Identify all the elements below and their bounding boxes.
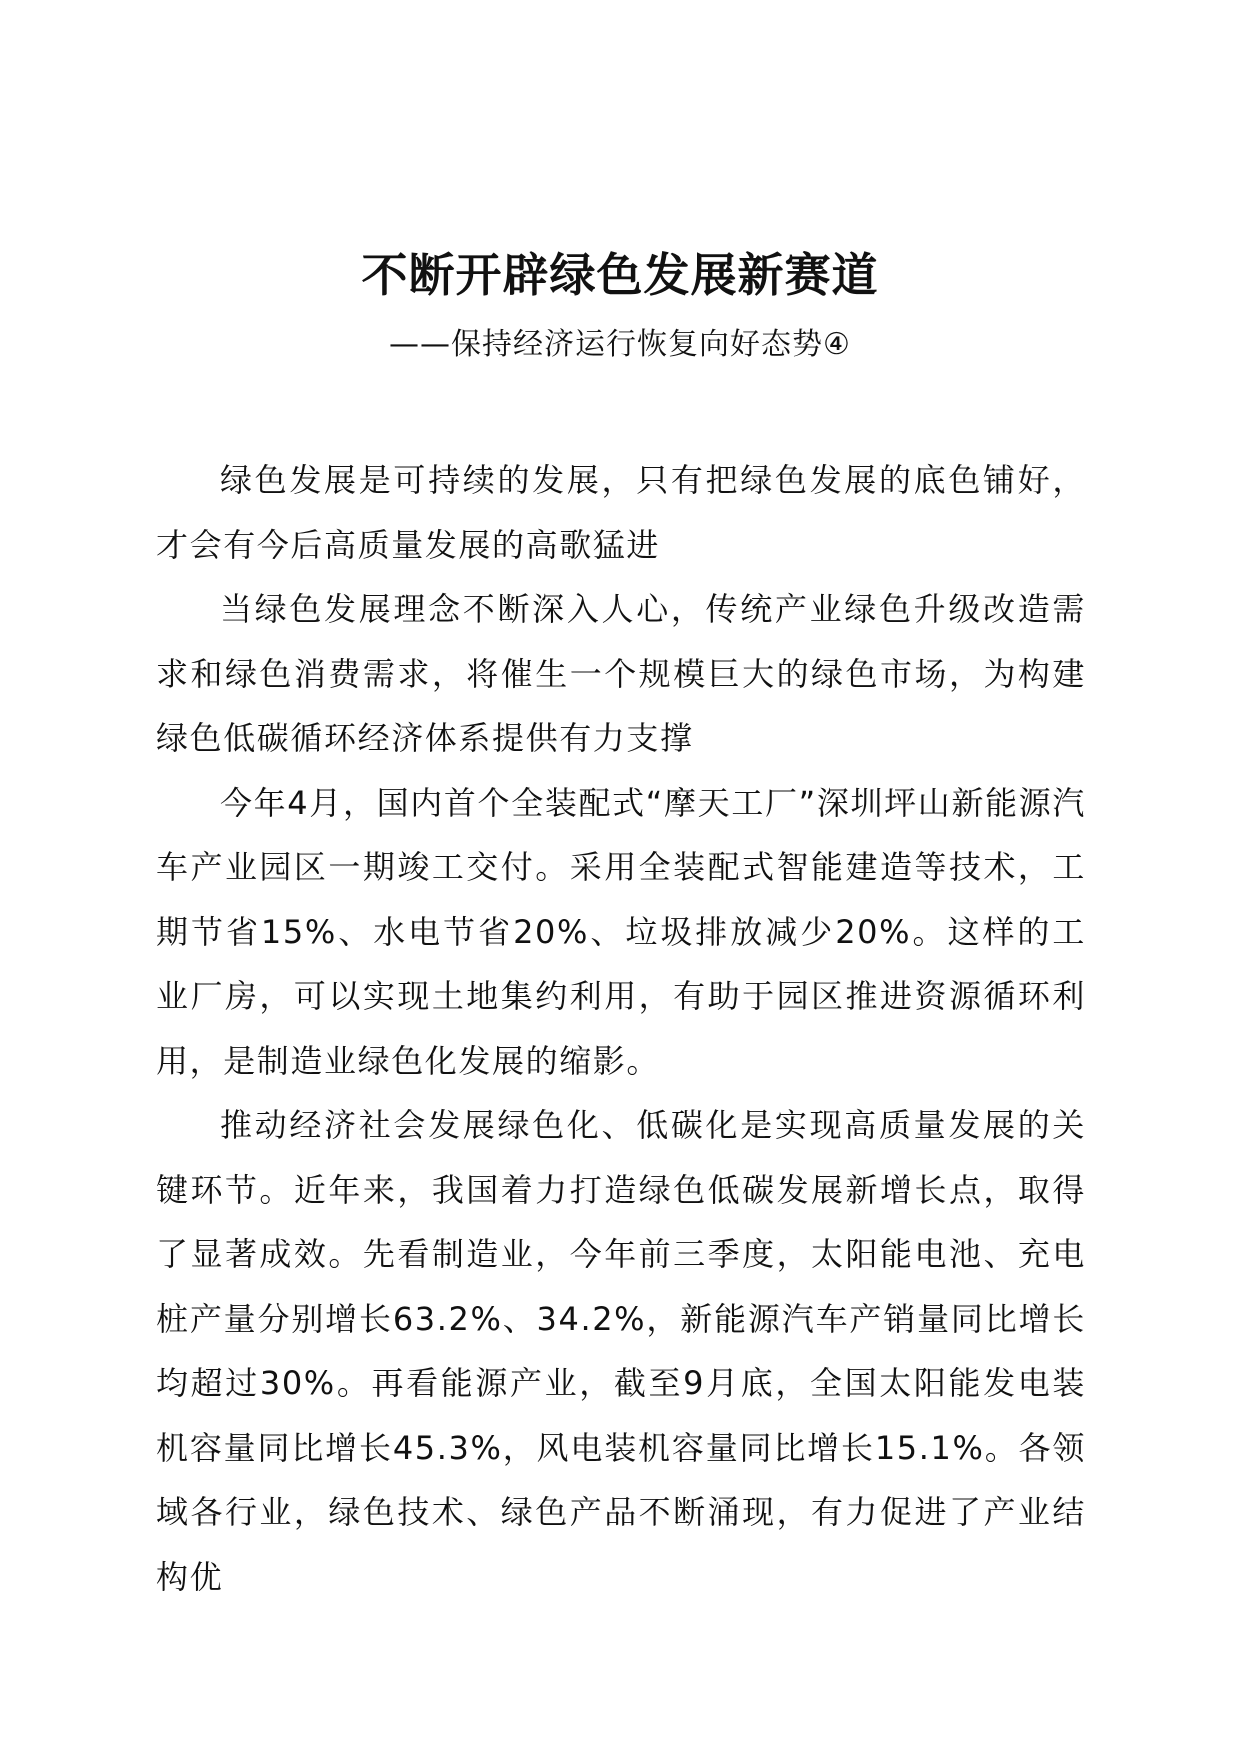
article-title: 不断开辟绿色发展新赛道 xyxy=(361,248,879,302)
paragraph-2: 当绿色发展理念不断深入人心，传统产业绿色升级改造需求和绿色消费需求，将催生一个规模巨大的绿色市场，为构建绿色低碳循环经济体系提供有力支撑 xyxy=(156,590,1086,757)
paragraph-1: 绿色发展是可持续的发展，只有把绿色发展的底色铺好，才会有今后高质量发展的高歌猛进 xyxy=(156,461,1086,564)
article-body xyxy=(156,448,1086,1609)
article-subtitle: ——保持经济运行恢复向好态势④ xyxy=(389,327,851,362)
paragraph-3: 今年4月，国内首个全装配式“摩天工厂”深圳坪山新能源汽车产业园区一期竣工交付。采用全装配式智能建造等技术，工期节省15%、水电节省20%、垃圾排放减少20%。这样的工业厂房，可以实现土地集约利用，有助于园区推进资源循环利用，是制造业绿色化发展的缩影。 xyxy=(156,783,1086,1080)
paragraph-4: 推动经济社会发展绿色化、低碳化是实现高质量发展的关键环节。近年来，我国着力打造绿色低碳发展新增长点，取得了显著成效。先看制造业，今年前三季度，太阳能电池、充电桩产量分别增长63.2%、34.2%，新能源汽车产销量同比增长均超过30%。再看能源产业，截至9月底，全国太阳能发电装机容量同比增长45.3%，风电装机容量同比增长15.1%。各领域各行业，绿色技术、绿色产品不断涌现，有力促进了产业结构优 xyxy=(156,1106,1086,1596)
